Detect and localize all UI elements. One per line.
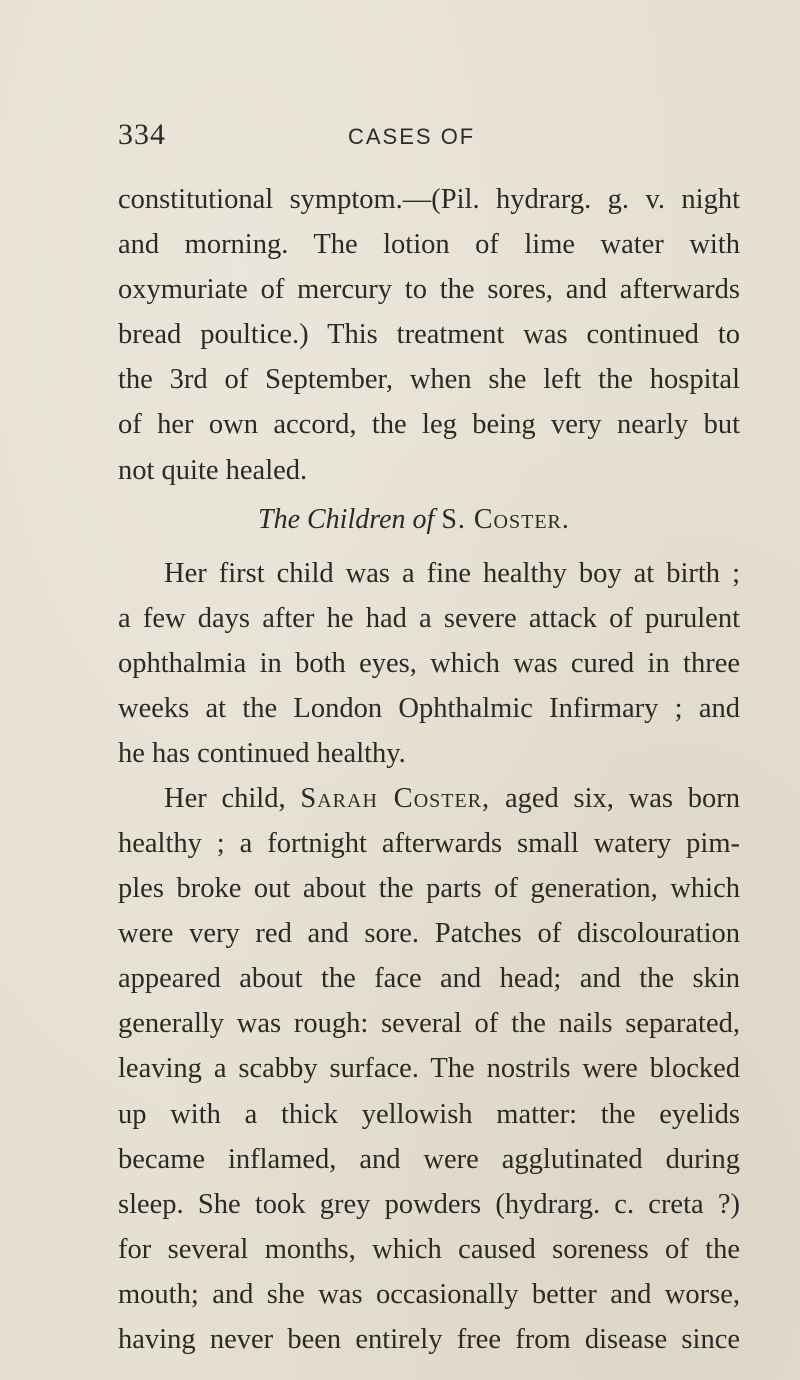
text-line: were very red and sore. Patches of discolouration — [118, 918, 740, 950]
text-line: sleep. She took grey powders (hydrarg. c. creta ?) — [118, 1188, 740, 1220]
page-number: 334 — [118, 118, 166, 151]
text-line: ples broke out about the parts of generation, which — [118, 873, 740, 905]
text-line: healthy ; a fortnight afterwards small watery pim- — [118, 828, 740, 860]
text-line: bread poultice.) This treatment was continued to — [118, 319, 740, 351]
text-line: constitutional symptom.—(Pil. hydrarg. g. v. night — [118, 184, 740, 215]
running-head: CASES OF — [348, 124, 476, 149]
text-fragment: Her child, — [164, 782, 286, 814]
text-line: mouth; and she was occasionally better and worse, — [118, 1278, 740, 1310]
text-line: the 3rd of September, when she left the hospital — [118, 364, 740, 396]
text-line: weeks at the London Ophthalmic Infirmary ; and — [118, 692, 740, 724]
text-fragment: aged six, was born — [504, 782, 741, 814]
text-line: of her own accord, the leg being very nearly but — [118, 409, 740, 441]
text-line: up with a thick yellowish matter: the eyelids — [118, 1098, 740, 1130]
text-line — [164, 779, 740, 819]
text-line: for several months, which caused soreness of the — [118, 1233, 740, 1265]
section-heading-italic: The Children of — [258, 504, 435, 536]
text-line: a few days after he had a severe attack of purulent — [118, 602, 740, 634]
text-line: became inflamed, and were agglutinated during — [118, 1143, 740, 1175]
text-line: he has continued healthy. — [118, 737, 406, 769]
text-line: having never been entirely free from disease since — [118, 1324, 740, 1355]
text-line: Her first child was a fine healthy boy at birth ; — [164, 557, 740, 589]
text-line: not quite healed. — [118, 454, 308, 486]
text-line: and morning. The lotion of lime water with — [118, 229, 740, 261]
text-line: appeared about the face and head; and the skin — [118, 963, 740, 995]
section-heading-name: S. Coster. — [441, 504, 570, 536]
page-header — [118, 118, 740, 158]
section-heading — [258, 500, 570, 540]
text-line: oxymuriate of mercury to the sores, and afterwards — [118, 274, 740, 306]
person-name: Sarah Coster, — [300, 782, 491, 814]
text-line: leaving a scabby surface. The nostrils were blocked — [118, 1053, 740, 1085]
text-line: generally was rough: several of the nails separated, — [118, 1008, 740, 1040]
text-line: ophthalmia in both eyes, which was cured in three — [118, 647, 740, 679]
